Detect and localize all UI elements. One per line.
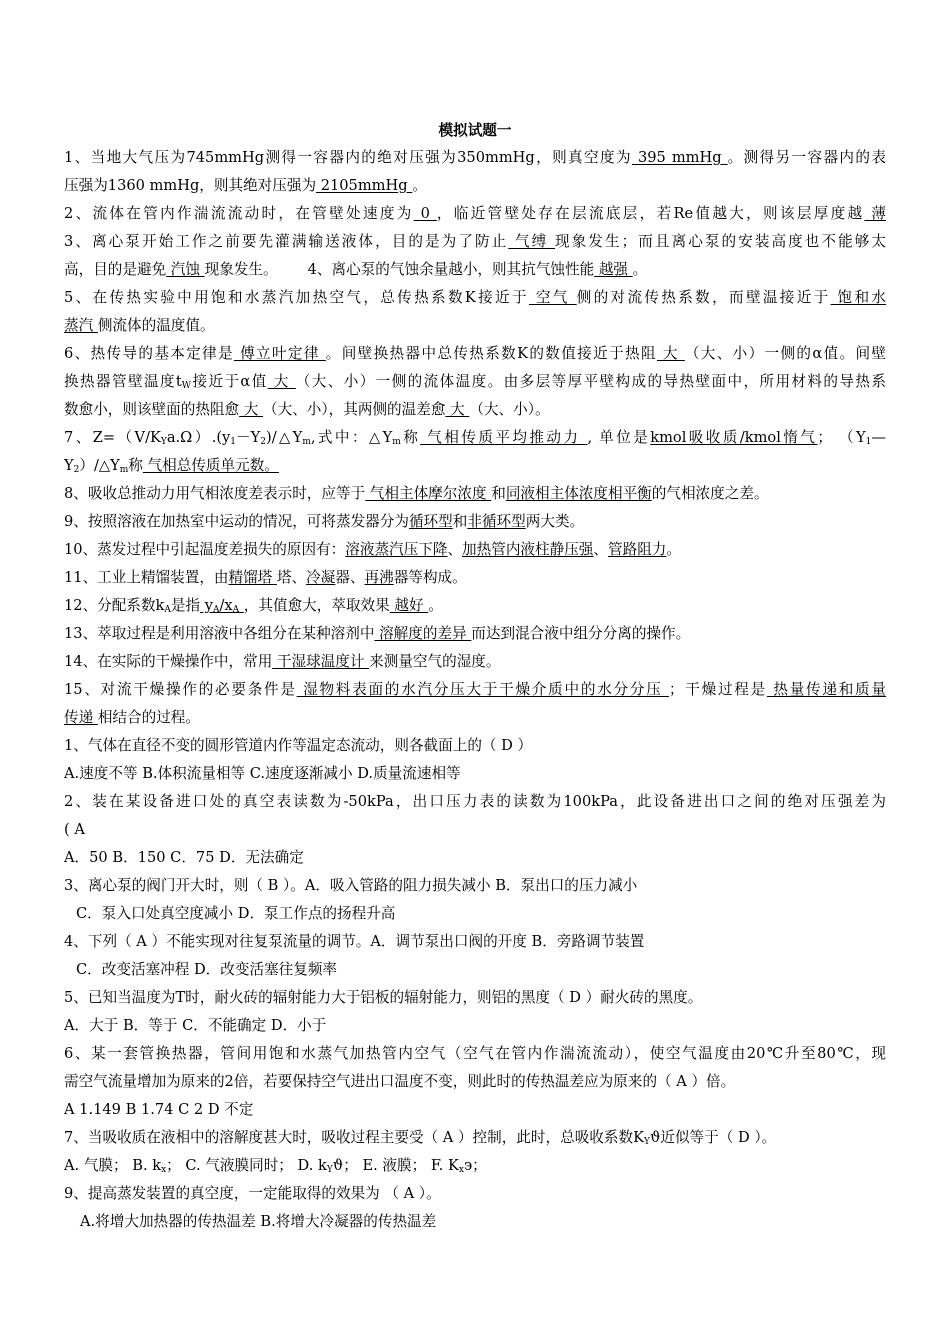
- choice-6-question-line-1: 6、某一套管换热器，管间用饱和水蒸气加热管内空气（空气在管内作湍流流动），使空气温度由20℃升至80℃，现: [64, 1045, 886, 1062]
- question-15-line-2: 传递 相结合的过程。: [64, 709, 200, 726]
- answer-blank: 越好: [389, 597, 429, 614]
- choice-7-question: 7、当吸收质在液相中的溶解度甚大时，吸收过程主要受（ A ）控制，此时，总吸收系数$K_Yϑ$近似等于（ D ）。: [64, 1129, 777, 1147]
- answer-blank: 精馏塔: [228, 569, 277, 586]
- choice-7-options: A. 气膜； B. $k_x$； C. 气液膜同时； D. $k_Yϑ$； E. 液膜； F. $K_x϶$；: [64, 1157, 487, 1175]
- question-3-line-1: 3、离心泵开始工作之前要先灌满输送液体，目的是为了防止 气缚 现象发生；而且离心泵的安装高度也不能够太: [64, 233, 886, 250]
- question-6-line-1: 6、热传导的基本定律是 傅立叶定律 。间壁换热器中总传热系数K的数值接近于热阻 大 （大、小）一侧的α值。间壁: [64, 345, 886, 362]
- choice-9-options: A.将增大加热器的传热温差 B.将增大冷凝器的传热温差: [80, 1213, 437, 1230]
- answer-blank: 非循环型: [467, 513, 526, 530]
- question-5-line-2: 蒸汽 侧流体的温度值。: [64, 317, 215, 334]
- answer-blank: 热量传递和质量: [766, 681, 886, 698]
- choice-9-question: 9、提高蒸发装置的真空度，一定能取得的效果为 （ A ）。: [64, 1185, 441, 1202]
- choice-2-options: A．50 B．150 C．75 D．无法确定: [64, 849, 304, 866]
- answer-blank: 再沸: [364, 569, 394, 586]
- answer-blank: kmol吸收质/kmol惰气: [650, 429, 818, 446]
- choice-5-question: 5、已知当温度为T时，耐火砖的辐射能力大于铝板的辐射能力，则铝的黑度（ D ）耐火砖的黑度。: [64, 989, 703, 1006]
- question-5-line-1: 5、在传热实验中用饱和水蒸汽加热空气，总传热系数K接近于 空气 侧的对流传热系数，而壁温接近于 饱和水: [64, 289, 886, 306]
- answer-blank: 气缚: [508, 233, 555, 250]
- answer-blank: $y_A/x_A$: [200, 597, 240, 615]
- choice-6-options: A 1.149 B 1.74 C 2 D 不定: [64, 1101, 254, 1118]
- question-1-line-2: 压强为1360 mmHg，则其绝对压强为 2105mmHg 。: [64, 177, 427, 194]
- answer-blank: 蒸汽: [64, 317, 98, 334]
- choice-5-options: A．大于 B．等于 C．不能确定 D．小于: [64, 1017, 327, 1034]
- answer-blank: 溶解度的差异: [374, 625, 472, 642]
- exam-page: [64, 118, 886, 1236]
- answer-blank: 湿物料表面的水汽分压大于干燥介质中的水分分压: [296, 681, 669, 698]
- answer-blank: 大: [445, 401, 470, 418]
- choice-4-options: C．改变活塞冲程 D．改变活塞往复频率: [76, 961, 338, 978]
- page-title: 模拟试题一: [438, 122, 512, 139]
- choice-3-question: 3、离心泵的阀门开大时，则（ B ）。A．吸入管路的阻力损失减小 B．泵出口的压力减小: [64, 877, 638, 894]
- answer-blank: 冷凝: [306, 569, 336, 586]
- answer-blank: 2105mmHg: [316, 177, 413, 194]
- answer-blank: 气相传质平均推动力: [420, 429, 588, 446]
- answer-blank: 气相总传质单元数。: [142, 457, 279, 474]
- choice-4-question: 4、下列（ A ）不能实现对往复泵流量的调节。A．调节泵出口阀的开度 B．旁路调节装置: [64, 933, 645, 950]
- question-13: 13、萃取过程是利用溶液中各组分在某种溶剂中 溶解度的差异 而达到混合液中组分分离的操作。: [64, 625, 691, 642]
- question-3-line-2: 高，目的是避免 汽蚀 现象发生。 4、离心泵的气蚀余量越小，则其抗气蚀性能 越强 。: [64, 261, 648, 278]
- choice-6-question-line-2: 需空气流量增加为原来的2倍，若要保持空气进出口温度不变，则此时的传热温差应为原来的（ A ）倍。: [64, 1073, 736, 1090]
- answer-blank: 管路阻力: [608, 541, 667, 558]
- choice-2-question-line-2: ( A: [64, 821, 85, 838]
- answer-blank: 薄: [864, 205, 886, 222]
- question-11: 11、工业上精馏装置，由精馏塔 塔、冷凝器、再沸器等构成。: [64, 569, 467, 586]
- answer-blank: 饱和水: [830, 289, 886, 306]
- question-2: 2、流体在管内作湍流流动时，在管壁处速度为 0 ，临近管壁处存在层流底层，若Re值越大，则该层厚度越 薄: [64, 205, 886, 222]
- answer-blank: 循环型: [408, 513, 453, 530]
- question-6-line-3: 数愈小，则该壁面的热阻愈 大 （大、小），其两侧的温差愈 大 （大、小）。: [64, 401, 550, 418]
- question-14: 14、在实际的干燥操作中，常用 干湿球温度计 来测量空气的湿度。: [64, 653, 501, 670]
- answer-blank: 气相主体摩尔浓度: [365, 485, 492, 502]
- answer-blank: 大: [656, 345, 685, 362]
- choice-2-question-line-1: 2、装在某设备进口处的真空表读数为-50kPa，出口压力表的读数为100kPa，此设备进出口之间的绝对压强差为: [64, 793, 886, 810]
- answer-blank: 同液相主体浓度相平衡: [505, 485, 652, 502]
- answer-blank: 传递: [64, 709, 98, 726]
- answer-blank: 汽蚀: [166, 261, 205, 278]
- choice-1-options: A.速度不等 B.体积流量相等 C.速度逐渐减小 D.质量流速相等: [64, 765, 461, 782]
- answer-blank: 大: [239, 401, 264, 418]
- question-8: 8、吸收总推动力用气相浓度差表示时，应等于 气相主体摩尔浓度 和同液相主体浓度相平衡的气相浓度之差。: [64, 485, 769, 502]
- question-6-line-2: 换热器管壁温度$t_W$接近于α值 大 （大、小）一侧的流体温度。由多层等厚平壁构成的导热壁面中，所用材料的导热系: [64, 373, 886, 391]
- answer-blank: 0: [413, 205, 437, 222]
- question-12: 12、分配系数$k_A$是指 $y_A/x_A$ ，其值愈大，萃取效果 越好 。: [64, 597, 443, 615]
- choice-1-question: 1、气体在直径不变的圆形管道内作等温定态流动，则各截面上的（ D ）: [64, 737, 533, 754]
- question-7-line-1: 7、$Z=(V/K_Ya.\Omega).(y_1-Y_2)/\triangle Y_m$,式中：$\triangle Y_m$称 气相传质平均推动力 , 单位是kmol吸收质/kmol惰气； （$Y_1—$: [64, 429, 886, 447]
- choice-3-options: C．泵入口处真空度减小 D．泵工作点的扬程升高: [76, 905, 396, 922]
- question-15-line-1: 15、对流干燥操作的必要条件是 湿物料表面的水汽分压大于干燥介质中的水分分压 ；干燥过程是 热量传递和质量: [64, 681, 886, 698]
- question-7-line-2: $Y_2)/\triangle Y_m$称 气相总传质单元数。: [64, 457, 279, 475]
- question-1-line-1: 1、当地大气压为745mmHg测得一容器内的绝对压强为350mmHg，则真空度为 395 mmHg 。测得另一容器内的表: [64, 149, 886, 166]
- answer-blank: 空气: [528, 289, 577, 306]
- question-9: 9、按照溶液在加热室中运动的情况，可将蒸发器分为循环型和非循环型两大类。: [64, 513, 585, 530]
- answer-blank: 溶液蒸汽压下降: [345, 541, 448, 558]
- answer-blank: 干湿球温度计: [272, 653, 370, 670]
- answer-blank: 越强: [594, 261, 633, 278]
- answer-blank: 加热管内液柱静压强: [462, 541, 594, 558]
- answer-blank: 大: [267, 373, 296, 390]
- question-10: 10、蒸发过程中引起温度差损失的原因有：溶液蒸汽压下降、加热管内液柱静压强、管路阻力。: [64, 541, 682, 558]
- answer-blank: 395 mmHg: [631, 149, 728, 166]
- answer-blank: 傅立叶定律: [234, 345, 326, 362]
